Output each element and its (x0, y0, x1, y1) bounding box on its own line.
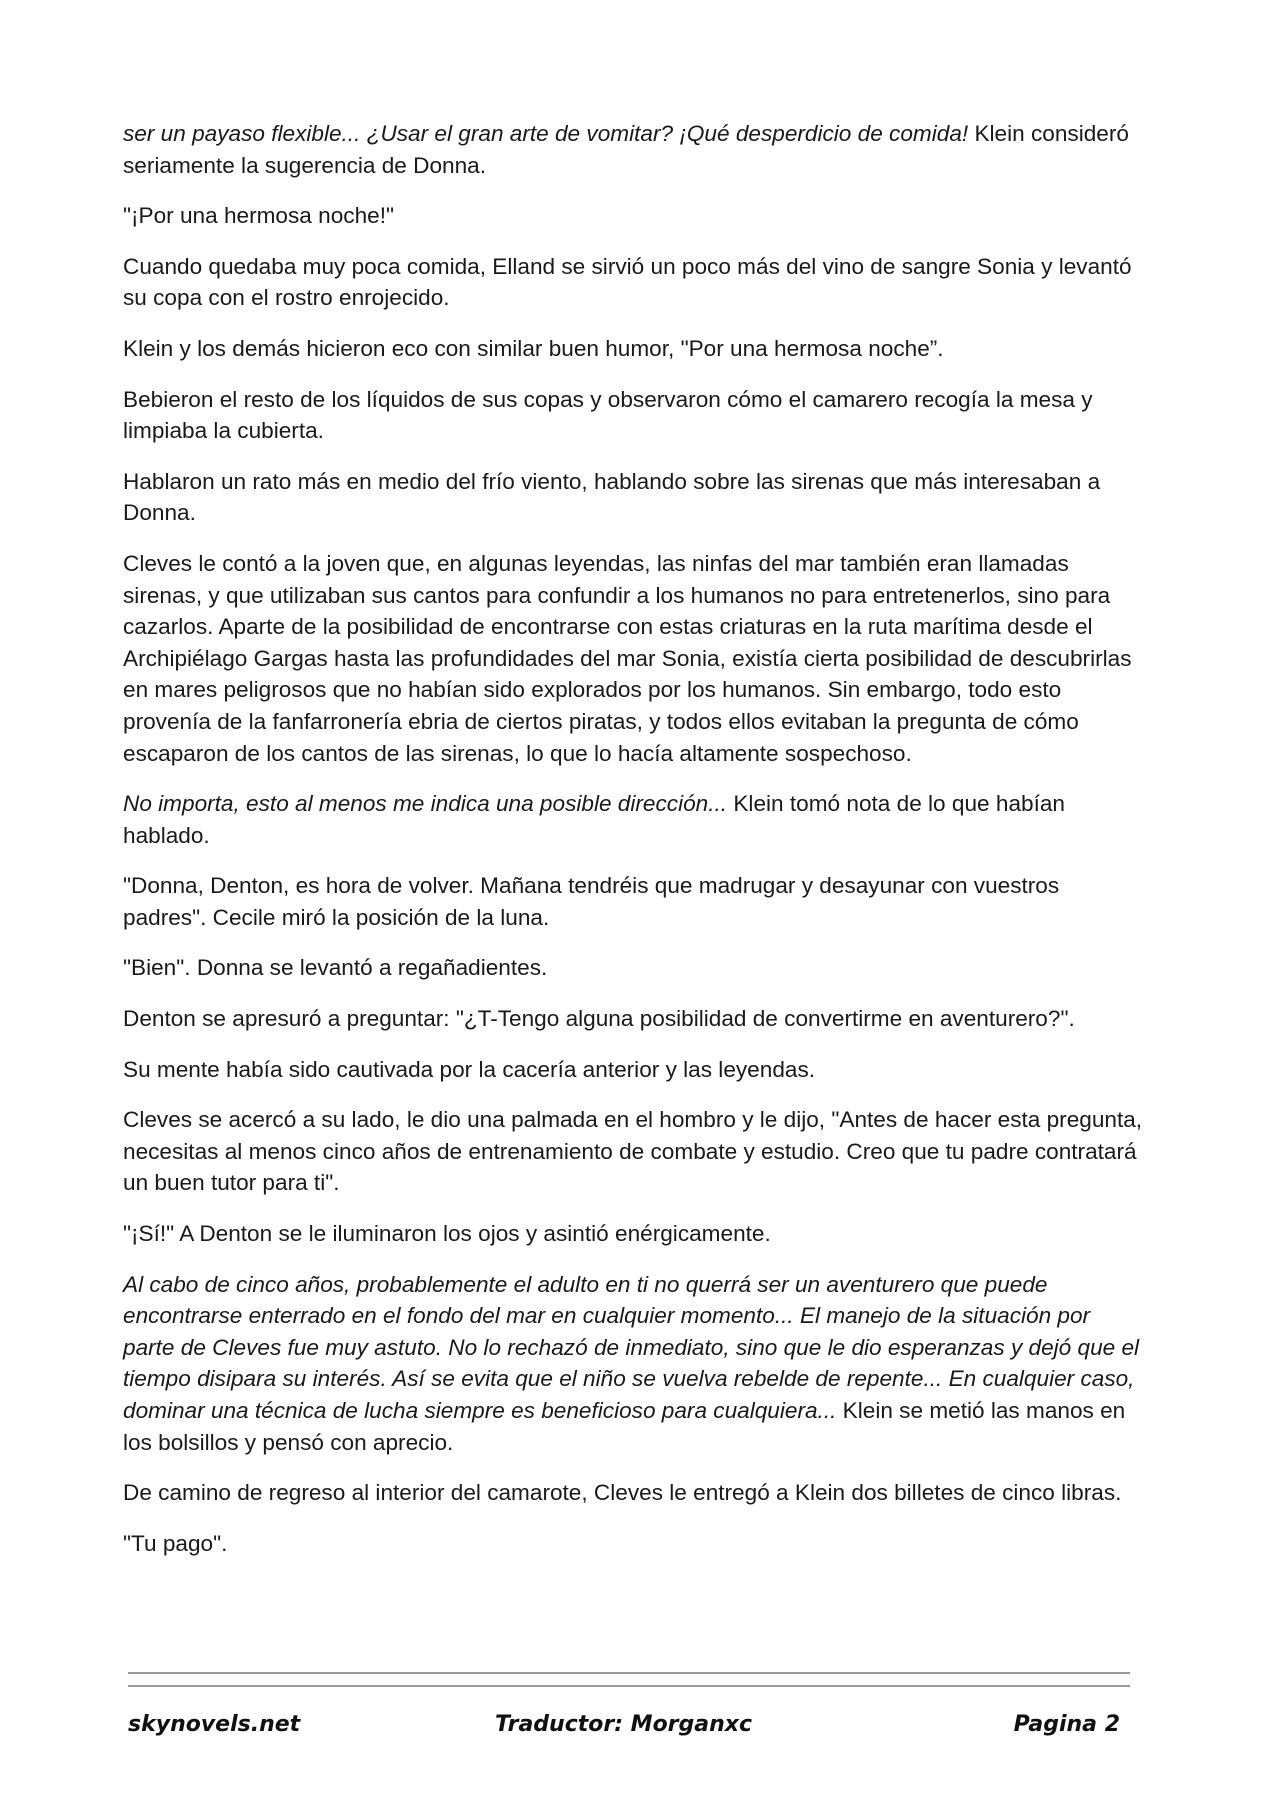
paragraph-italic: No importa, esto al menos me indica una posible dirección... (123, 791, 728, 817)
paragraph (123, 788, 1143, 851)
paragraph (123, 384, 1143, 447)
paragraph-text: Su mente había sido cautivada por la cacería anterior y las leyendas. (123, 1056, 816, 1082)
paragraph (123, 118, 1143, 181)
paragraph (123, 1104, 1143, 1199)
paragraph (123, 1054, 1143, 1086)
paragraph-text: "Tu pago". (123, 1530, 228, 1556)
paragraph-text: Klein consideró seriamente la sugerencia de Donna. (123, 121, 1129, 178)
paragraph (123, 333, 1143, 365)
paragraph (123, 870, 1143, 933)
paragraph-text: Bebieron el resto de los líquidos de sus copas y observaron cómo el camarero recogía la mesa y limpiaba la cubierta. (123, 386, 1093, 444)
paragraph-text: Cleves se acercó a su lado, le dio una palmada en el hombro y le dijo, "Antes de hacer esta pregunta, necesitas al menos cinco años de entrenamiento de combate y estudio. Creo que tu padre contratará un buen tutor para ti". (123, 1107, 1143, 1196)
footer-page-number: Pagina 2 (1013, 1712, 1120, 1737)
footer-translator: Traductor: Morganxc (495, 1712, 753, 1737)
paragraph-text: Cleves le contó a la joven que, en algunas leyendas, las ninfas del mar también eran llamadas sirenas, y que utilizaban sus cantos para confundir a los humanos no para entretenerlos, sino para cazarlos. Aparte de la posibilidad de encontrarse con estas criaturas en la ruta marítima desde el Archipiélago Gargas hasta las profundidades del mar Sonia, existía cierta posibilidad de descubrirlas en mares peligrosos que no habían sido explorados por los humanos. Sin embargo, todo esto provenía de la fanfarronería ebria de ciertos piratas, y todos ellos evitaban la pregunta de cómo escaparon de los cantos de las sirenas, lo que lo hacía altamente sospechoso. (123, 550, 1132, 766)
paragraph-text: "¡Sí!" A Denton se le iluminaron los ojos y asintió enérgicamente. (123, 1221, 771, 1247)
paragraph (123, 466, 1143, 529)
paragraph-italic: ser un payaso flexible... ¿Usar el gran arte de vomitar? ¡Qué desperdicio de comida! (123, 121, 969, 146)
paragraph (123, 251, 1143, 314)
footer-divider-top (128, 1672, 1130, 1674)
paragraph-text: Klein tomó nota de lo que habían hablado. (123, 791, 1065, 848)
paragraph-text: Klein se metió las manos en los bolsillos y pensó con aprecio. (123, 1398, 1126, 1455)
paragraph (123, 1269, 1143, 1459)
paragraph-text: Denton se apresuró a preguntar: "¿T-Tengo alguna posibilidad de convertirme en aventurero?". (123, 1006, 1075, 1032)
paragraph-text: Hablaron un rato más en medio del frío viento, hablando sobre las sirenas que más interesaban a Donna. (123, 468, 1101, 526)
paragraph (123, 1218, 1143, 1250)
paragraph (123, 200, 1143, 232)
page-footer (128, 1712, 1130, 1752)
paragraph (123, 1528, 1143, 1560)
document-body (123, 118, 1143, 1578)
paragraph-text: "Bien". Donna se levantó a regañadientes. (123, 955, 548, 981)
paragraph-text: "Donna, Denton, es hora de volver. Mañana tendréis que madrugar y desayunar con vuestros padres". Cecile miró la posición de la luna. (123, 873, 1060, 930)
paragraph-text: Cuando quedaba muy poca comida, Elland se sirvió un poco más del vino de sangre Sonia y levantó su copa con el rostro enrojecido. (123, 253, 1132, 311)
footer-divider-bottom (128, 1685, 1130, 1687)
paragraph (123, 1477, 1143, 1509)
footer-site: skynovels.net (128, 1712, 301, 1737)
paragraph-italic: Al cabo de cinco años, probablemente el adulto en ti no querrá ser un aventurero que puede encontrarse enterrado en el fondo del mar en cualquier momento... El manejo de la situación por parte de Cleves fue muy astuto. No lo rechazó de inmediato, sino que le dio esperanzas y dejó que el tiempo disipara su interés. Así se evita que el niño se vuelva rebelde de repente... En cualquier caso, dominar una técnica de lucha siempre es beneficioso para cualquiera... (123, 1271, 1140, 1423)
paragraph-text: Klein y los demás hicieron eco con similar buen humor, "Por una hermosa noche”. (123, 335, 944, 361)
paragraph (123, 952, 1143, 984)
paragraph-text: De camino de regreso al interior del camarote, Cleves le entregó a Klein dos billetes de cinco libras. (123, 1480, 1122, 1506)
paragraph-text: "¡Por una hermosa noche!" (123, 203, 394, 229)
paragraph (123, 548, 1143, 769)
paragraph (123, 1003, 1143, 1035)
